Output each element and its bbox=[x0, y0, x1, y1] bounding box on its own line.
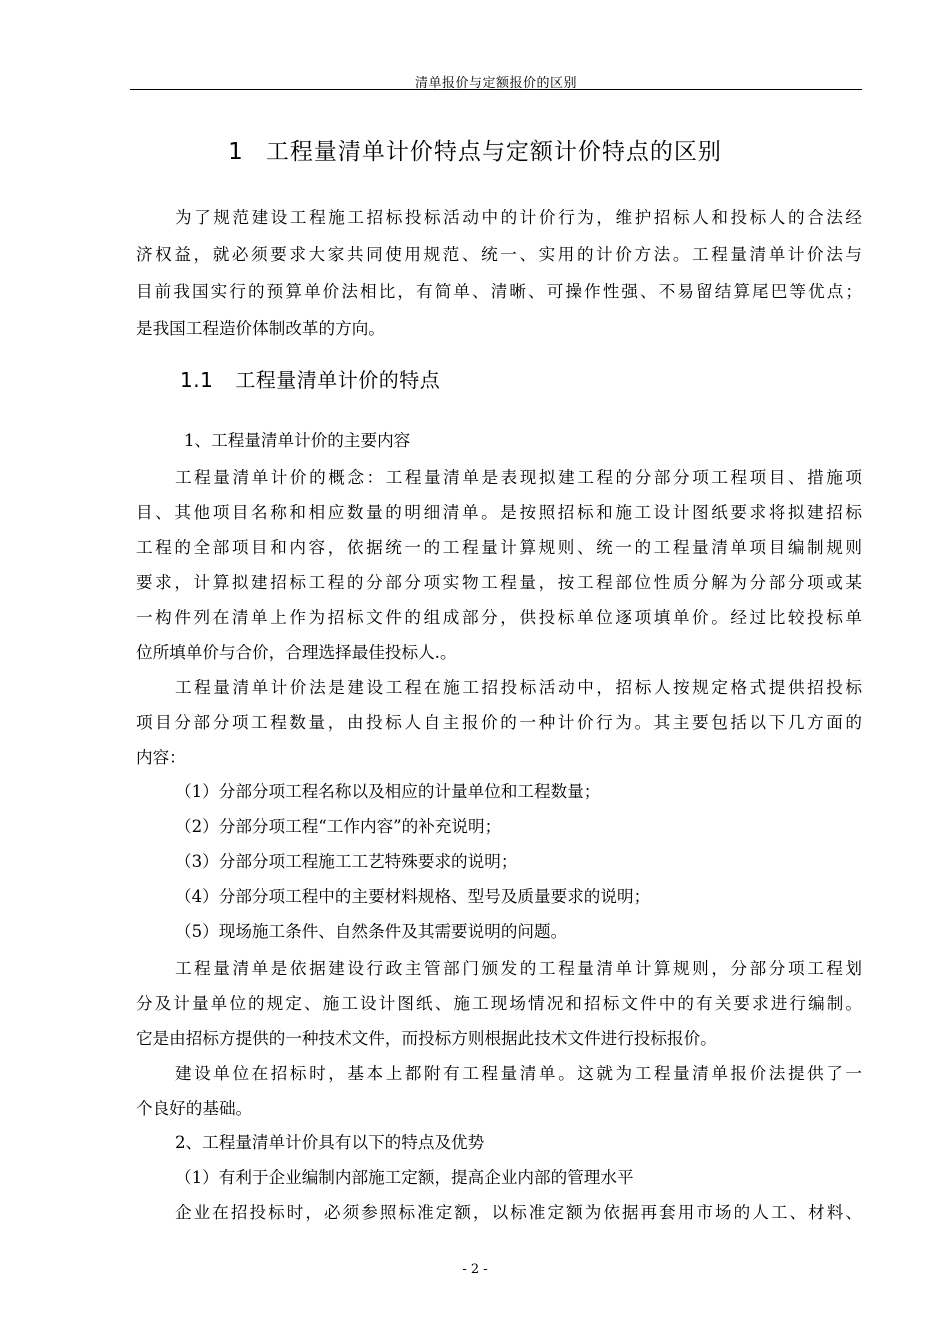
list-heading: 2、工程量清单计价具有以下的特点及优势 bbox=[175, 1133, 485, 1152]
list-item: （2）分部分项工程“工作内容”的补充说明； bbox=[175, 817, 502, 836]
section-heading-1 bbox=[0, 133, 950, 166]
paragraph-line: 内容： bbox=[136, 748, 186, 767]
paragraph-line: 个良好的基础。 bbox=[136, 1099, 253, 1118]
paragraph-line: 项目分部分项工程数量，由投标人自主报价的一种计价行为。其主要包括以下几方面的 bbox=[136, 713, 862, 732]
paragraph-line: 工程的全部项目和内容，依据统一的工程量计算规则、统一的工程量清单项目编制规则 bbox=[136, 538, 862, 557]
list-heading: 1、工程量清单计价的主要内容 bbox=[184, 431, 411, 450]
page-header: 清单报价与定额报价的区别 bbox=[414, 76, 577, 91]
list-item: （1）分部分项工程名称以及相应的计量单位和工程数量； bbox=[175, 782, 601, 801]
header-rule bbox=[130, 89, 862, 90]
list-item: （4）分部分项工程中的主要材料规格、型号及质量要求的说明； bbox=[175, 887, 651, 906]
paragraph-line: 工程量清单计价法是建设工程在施工招投标活动中，招标人按规定格式提供招投标 bbox=[175, 678, 862, 697]
paragraph-line: 分及计量单位的规定、施工设计图纸、施工现场情况和招标文件中的有关要求进行编制。 bbox=[136, 994, 862, 1013]
paragraph-line: 它是由招标方提供的一种技术文件，而投标方则根据此技术文件进行投标报价。 bbox=[136, 1029, 717, 1048]
paragraph-line: 建设单位在招标时，基本上都附有工程量清单。这就为工程量清单报价法提供了一 bbox=[175, 1064, 862, 1083]
subsection-number: 1.1 bbox=[180, 368, 214, 392]
paragraph-line: 为了规范建设工程施工招标投标活动中的计价行为，维护招标人和投标人的合法经 bbox=[175, 208, 862, 227]
paragraph-line: 目、其他项目名称和相应数量的明细清单。是按照招标和施工设计图纸要求将拟建招标 bbox=[136, 503, 862, 522]
section-heading-2 bbox=[180, 364, 440, 393]
section-number: 1 bbox=[228, 139, 244, 165]
paragraph-line: 是我国工程造价体制改革的方向。 bbox=[136, 319, 385, 338]
paragraph-line: 济权益，就必须要求大家共同使用规范、统一、实用的计价方法。工程量清单计价法与 bbox=[136, 245, 862, 264]
paragraph-line: 一构件列在清单上作为招标文件的组成部分，供投标单位逐项填单价。经过比较投标单 bbox=[136, 608, 862, 627]
page-number: - 2 - bbox=[462, 1262, 488, 1277]
list-item: （3）分部分项工程施工工艺特殊要求的说明； bbox=[175, 852, 518, 871]
paragraph-line: 工程量清单是依据建设行政主管部门颁发的工程量清单计算规则，分部分项工程划 bbox=[175, 959, 862, 978]
list-item: （1）有利于企业编制内部施工定额，提高企业内部的管理水平 bbox=[175, 1168, 634, 1187]
subsection-title: 工程量清单计价的特点 bbox=[235, 368, 441, 392]
paragraph-line: 目前我国实行的预算单价法相比，有简单、清晰、可操作性强、不易留结算尾巴等优点； bbox=[136, 282, 862, 301]
paragraph-line: 企业在招投标时，必须参照标准定额，以标准定额为依据再套用市场的人工、材料、 bbox=[175, 1203, 862, 1222]
paragraph-line: 工程量清单计价的概念：工程量清单是表现拟建工程的分部分项工程项目、措施项 bbox=[175, 468, 862, 487]
paragraph-line: 位所填单价与合价，合理选择最佳投标人.。 bbox=[136, 643, 457, 662]
section-title: 工程量清单计价特点与定额计价特点的区别 bbox=[265, 139, 722, 165]
list-item: （5）现场施工条件、自然条件及其需要说明的问题。 bbox=[175, 922, 568, 941]
paragraph-line: 要求，计算拟建招标工程的分部分项实物工程量，按工程部位性质分解为分部分项或某 bbox=[136, 573, 862, 592]
